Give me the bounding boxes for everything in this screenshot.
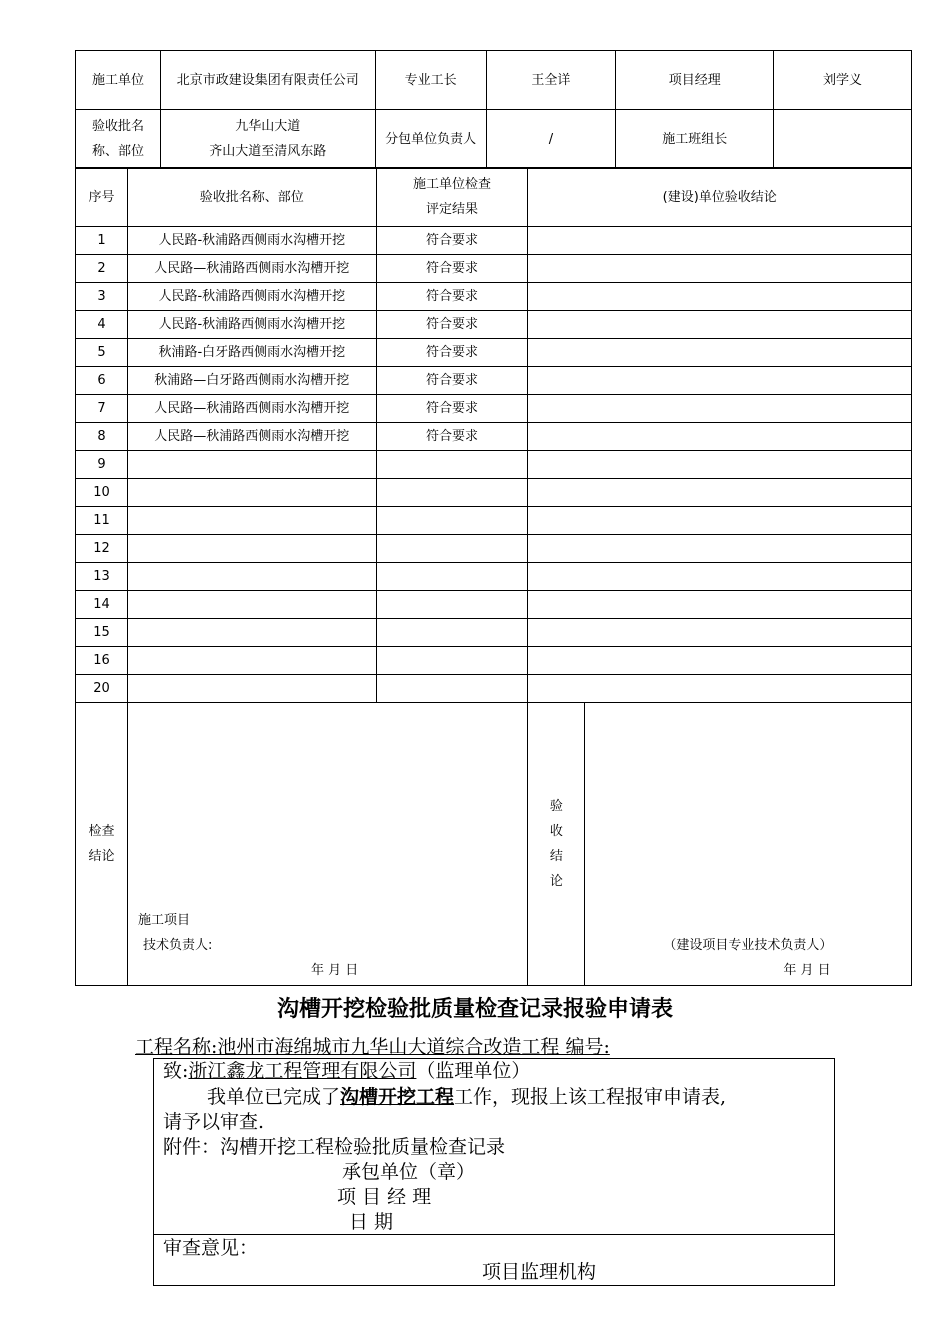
check-label-line2: 结论 [88,849,115,864]
accept-conclusion-label [528,703,585,986]
accept-label-char: 结 [549,849,563,864]
row-result: 符合要求 [376,367,528,395]
row-result: 符合要求 [376,283,528,311]
form-divider [154,1234,834,1235]
team-leader-label: 施工班组长 [616,110,774,169]
row-name [127,647,376,675]
to-prefix: 致: [163,1060,189,1082]
batch-label: 验收批名称、部位 [76,110,161,169]
row-name: 秋浦路-白牙路西侧雨水沟槽开挖 [127,339,376,367]
addressee-line [163,1059,530,1083]
form-title: 沟槽开挖检验批质量检查记录报验申请表 [276,996,673,1022]
supervisor-label: 项目监理机构 [482,1261,597,1283]
body-line1 [207,1085,726,1109]
check-conclusion-area [127,703,528,986]
row-seq: 6 [76,367,128,395]
table-row [76,395,912,423]
row-name [127,619,376,647]
row-conclusion [528,339,912,367]
accept-label-char: 验 [549,799,563,814]
foreman-label: 专业工长 [375,51,486,110]
col-conclusion-header: (建设)单位验收结论 [528,168,912,227]
sub-leader-value: / [486,110,616,169]
row-seq: 3 [76,283,128,311]
row-conclusion [528,367,912,395]
row-result [376,535,528,563]
row-conclusion [528,395,912,423]
row-result [376,619,528,647]
team-leader-value [774,110,912,169]
row-name [127,591,376,619]
table-row [76,339,912,367]
row-conclusion [528,647,912,675]
row-name [127,563,376,591]
row-result [376,675,528,703]
date-line: 日 期 [349,1211,394,1233]
row-seq: 15 [76,619,128,647]
row-name: 人民路-秋浦路西侧雨水沟槽开挖 [127,227,376,255]
table-row [76,367,912,395]
batch-value-line1: 九华山大道 [235,119,301,134]
row-conclusion [528,423,912,451]
batch-value-line2: 齐山大道至清风东路 [209,144,327,159]
project-manager-label: 项目经理 [616,51,774,110]
project-name-line: 工程名称:池州市海绵城市九华山大道综合改造工程 编号: [135,1036,610,1058]
project-manager-value: 刘学义 [774,51,912,110]
construction-unit-value: 北京市政建设集团有限责任公司 [160,51,375,110]
table-row [76,311,912,339]
row-conclusion [528,451,912,479]
table-row [76,591,912,619]
application-form [153,1058,835,1286]
row-name: 人民路—秋浦路西侧雨水沟槽开挖 [127,255,376,283]
row-seq: 14 [76,591,128,619]
row-result [376,647,528,675]
col-name-header: 验收批名称、部位 [127,168,376,227]
row-name: 人民路—秋浦路西侧雨水沟槽开挖 [127,423,376,451]
row-conclusion [528,227,912,255]
row-seq: 2 [76,255,128,283]
row-name: 人民路-秋浦路西侧雨水沟槽开挖 [127,283,376,311]
row-result: 符合要求 [376,227,528,255]
row-name: 人民路—秋浦路西侧雨水沟槽开挖 [127,395,376,423]
table-row [76,479,912,507]
body-suffix: 工作，现报上该工程报审申请表, [454,1086,727,1108]
row-conclusion [528,619,912,647]
date-left: 年 月 日 [310,963,359,978]
row-name: 人民路-秋浦路西侧雨水沟槽开挖 [127,311,376,339]
row-conclusion [528,507,912,535]
construction-unit-label: 施工单位 [76,51,161,110]
row-result [376,479,528,507]
row-result: 符合要求 [376,311,528,339]
row-result: 符合要求 [376,423,528,451]
row-name [127,479,376,507]
sub-leader-label: 分包单位负责人 [375,110,486,169]
check-conclusion-label [76,703,128,986]
row-result: 符合要求 [376,339,528,367]
row-name [127,451,376,479]
pm-line: 项 目 经 理 [337,1186,432,1208]
row-conclusion [528,675,912,703]
check-label-line1: 检查 [88,824,115,839]
review-label: 审查意见： [163,1237,259,1259]
contractor-line: 承包单位（章） [342,1161,476,1183]
table-row [76,619,912,647]
row-seq: 10 [76,479,128,507]
row-seq: 8 [76,423,128,451]
row-result: 符合要求 [376,255,528,283]
to-company: 浙江鑫龙工程管理有限公司 [188,1060,417,1082]
row-seq: 16 [76,647,128,675]
table-row [76,563,912,591]
row-result [376,591,528,619]
accept-label-char: 收 [549,824,563,839]
foreman-value: 王全详 [486,51,616,110]
row-result [376,451,528,479]
table-row [76,675,912,703]
table-row [76,507,912,535]
table-row [76,255,912,283]
row-name [127,675,376,703]
row-seq: 9 [76,451,128,479]
row-conclusion [528,535,912,563]
row-result [376,507,528,535]
batch-value [160,110,375,169]
col-result-header [376,168,528,227]
to-suffix: （监理单位） [416,1060,531,1082]
row-name [127,507,376,535]
table-row [76,647,912,675]
row-seq: 1 [76,227,128,255]
row-conclusion [528,283,912,311]
date-right: 年 月 日 [783,963,831,978]
tech-line1: 施工项目 [137,913,190,928]
col-result-header-line2: 评定结果 [426,202,479,217]
body-prefix: 我单位已完成了 [207,1086,341,1108]
table-row [76,227,912,255]
row-name [127,535,376,563]
row-seq: 12 [76,535,128,563]
row-conclusion [528,563,912,591]
row-result: 符合要求 [376,395,528,423]
table-row [76,535,912,563]
table-row [76,451,912,479]
header-table [75,50,912,169]
row-seq: 11 [76,507,128,535]
table-row [76,423,912,451]
table-row [76,283,912,311]
attachment-line: 附件：沟槽开挖工程检验批质量检查记录 [163,1136,506,1158]
row-conclusion [528,591,912,619]
row-seq: 13 [76,563,128,591]
inspection-table [75,167,912,986]
row-conclusion [528,479,912,507]
table-body [76,227,912,703]
row-seq: 20 [76,675,128,703]
body-bold: 沟槽开挖工程 [340,1086,455,1108]
tech-line2: 技术负责人: [142,938,213,953]
accept-label-chars [528,794,584,894]
row-seq: 7 [76,395,128,423]
row-seq: 5 [76,339,128,367]
row-conclusion [528,255,912,283]
col-result-header-line1: 施工单位检查 [413,177,492,192]
accept-conclusion-area [585,703,912,986]
row-conclusion [528,311,912,339]
row-result [376,563,528,591]
body-line2: 请予以审查. [163,1111,265,1133]
col-seq-header: 序号 [76,168,128,227]
owner-tech-signature: （建设项目专业技术负责人） [663,938,833,953]
row-name: 秋浦路—白牙路西侧雨水沟槽开挖 [127,367,376,395]
row-seq: 4 [76,311,128,339]
accept-label-char: 论 [549,874,563,889]
